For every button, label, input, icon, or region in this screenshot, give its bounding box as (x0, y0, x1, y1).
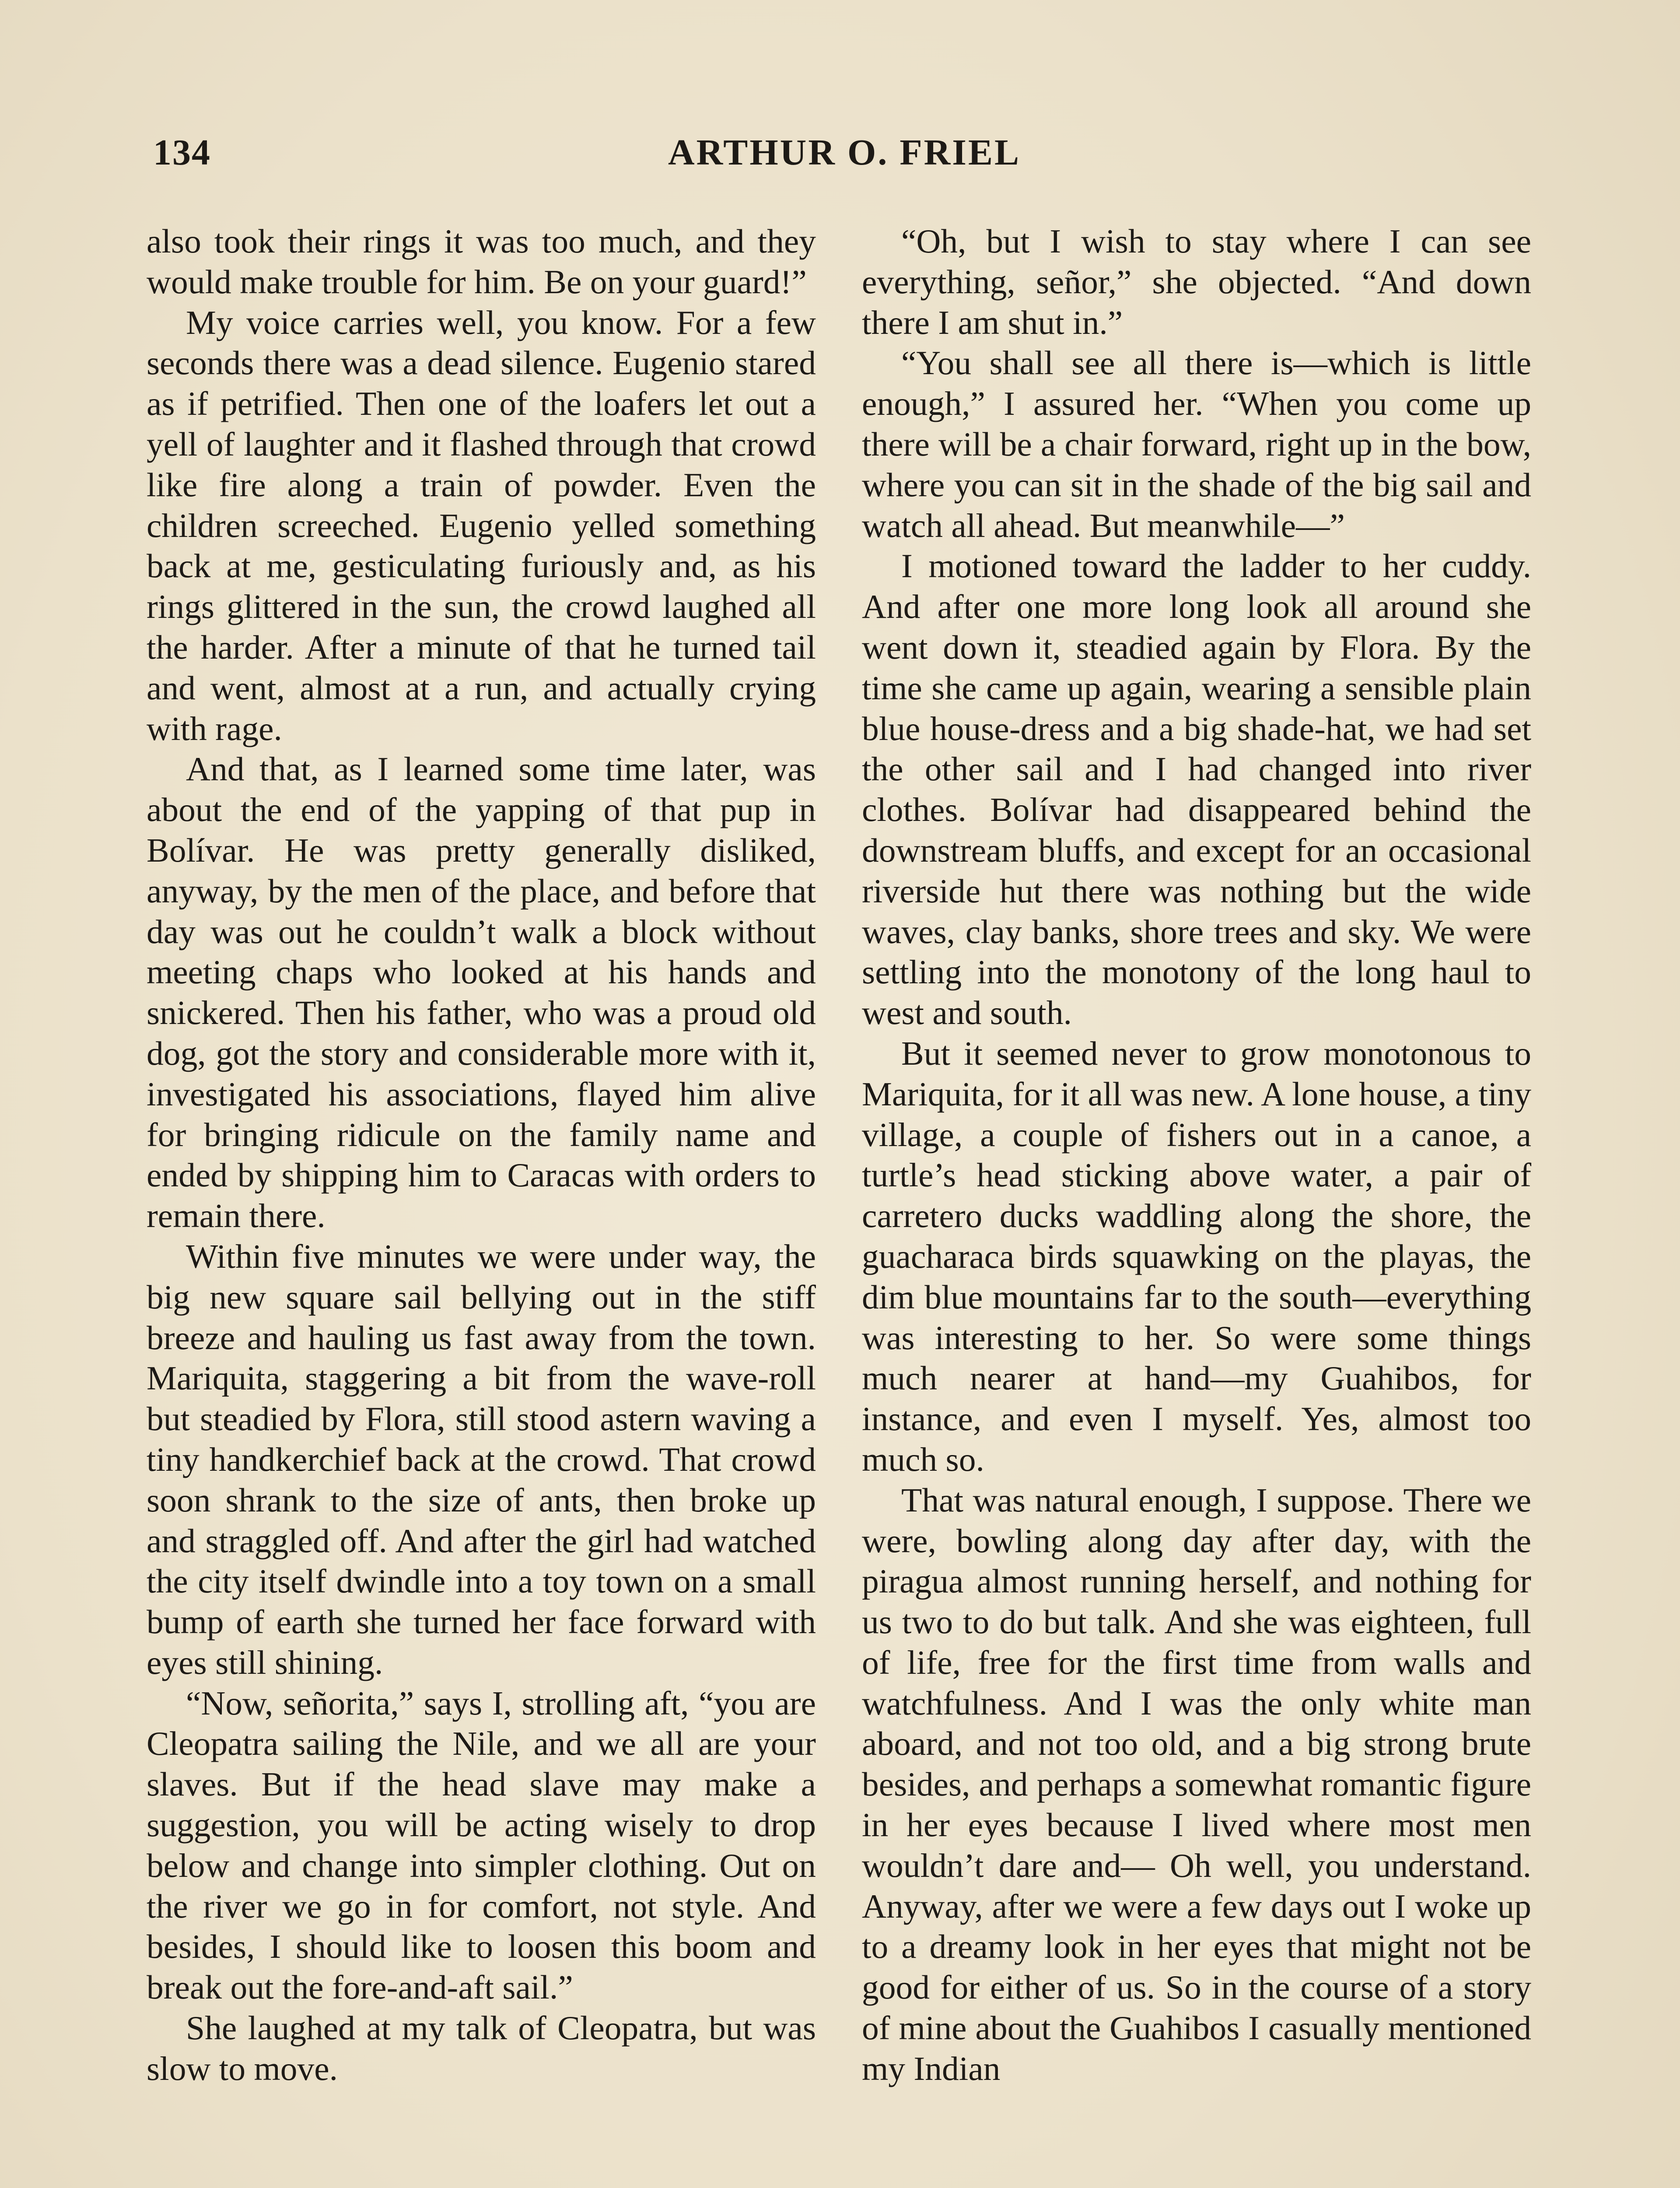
page-number: 134 (153, 132, 211, 173)
paragraph: “You shall see all there is—which is little enough,” I assured her. “When you come up there will be a chair forward, right up in the bow, where you can sit in the shade of the big sail and watch all ahead. But meanwhile—” (862, 344, 1531, 544)
paragraph: And that, as I learned some time later, was about the end of the yapping of that pup in Bolívar. He was pretty generally disliked, anyway, by the men of the place, and before that day was out he couldn’t walk a block without meeting chaps who looked at his hands and snickered. Then his father, who was a proud old dog, got the story and considerable more with it, investigated his associations, flayed him alive for bringing ridicule on the family name and ended by shipping him to Caracas with orders to remain there. (147, 750, 816, 1235)
paragraph: I motioned toward the ladder to her cuddy. And after one more long look all around she went down it, steadied again by Flora. By the time she came up again, wearing a sensible plain blue house-dress and a big shade-hat, we had set the other sail and I had changed into river clothes. Bolívar had disappeared behind the downstream bluffs, and except for an occasional riverside hut there was nothing but the wide waves, clay banks, shore trees and sky. We were settling into the monotony of the long haul to west and south. (862, 547, 1531, 1032)
paragraph: “Oh, but I wish to stay where I can see everything, señor,” she objected. “And down there I am shut in.” (862, 222, 1531, 341)
paragraph: also took their rings it was too much, and they would make trouble for him. Be on your guard!” (147, 222, 816, 301)
paragraph: My voice carries well, you know. For a few seconds there was a dead silence. Eugenio stared as if petrified. Then one of the loafers let out a yell of laughter and it flashed through that crowd like fire along a train of powder. Even the children screeched. Eugenio yelled something back at me, gesticulating furiously and, as his rings glittered in the sun, the crowd laughed all the harder. After a minute of that he turned tail and went, almost at a run, and actually crying with rage. (147, 303, 816, 747)
left-column (147, 221, 816, 2089)
right-column (862, 221, 1531, 2089)
paragraph: “Now, señorita,” says I, strolling aft, “you are Cleopatra sailing the Nile, and we all are your slaves. But if the head slave may make a suggestion, you will be acting wisely to drop below and change into simpler clothing. Out on the river we go in for comfort, not style. And besides, I should like to loosen this boom and break out the fore-and-aft sail.” (147, 1684, 816, 2006)
paragraph: That was natural enough, I suppose. There we were, bowling along day after day, with the piragua almost running herself, and nothing for us two to do but talk. And she was eighteen, full of life, free for the first time from walls and watchfulness. And I was the only white man aboard, and not too old, and a big strong brute besides, and perhaps a somewhat romantic figure in her eyes because I lived where most men wouldn’t dare and— Oh well, you understand. Anyway, after we were a few days out I woke up to a dreamy look in her eyes that might not be good for either of us. So in the course of a story of mine about the Guahibos I casually mentioned my Indian (862, 1481, 1531, 2087)
running-head: ARTHUR O. FRIEL (668, 132, 1021, 173)
paragraph: But it seemed never to grow monotonous to Mariquita, for it all was new. A lone house, a tiny village, a couple of fishers out in a canoe, a turtle’s head sticking above water, a pair of carretero ducks waddling along the shore, the guacharaca birds squawking on the playas, the dim blue mountains far to the south—everything was interesting to her. So were some things much nearer at hand—my Guahibos, for instance, and even I myself. Yes, almost too much so. (862, 1034, 1531, 1478)
paragraph: Within five minutes we were under way, the big new square sail bellying out in the stiff breeze and hauling us fast away from the town. Mariquita, staggering a bit from the wave-roll but steadied by Flora, still stood astern waving a tiny handkerchief back at the crowd. That crowd soon shrank to the size of ants, then broke up and straggled off. And after the girl had watched the city itself dwindle into a toy town on a small bump of earth she turned her face forward with eyes still shining. (147, 1237, 816, 1681)
page-header (144, 131, 1544, 184)
paragraph: She laughed at my talk of Cleopatra, but was slow to move. (147, 2009, 816, 2087)
